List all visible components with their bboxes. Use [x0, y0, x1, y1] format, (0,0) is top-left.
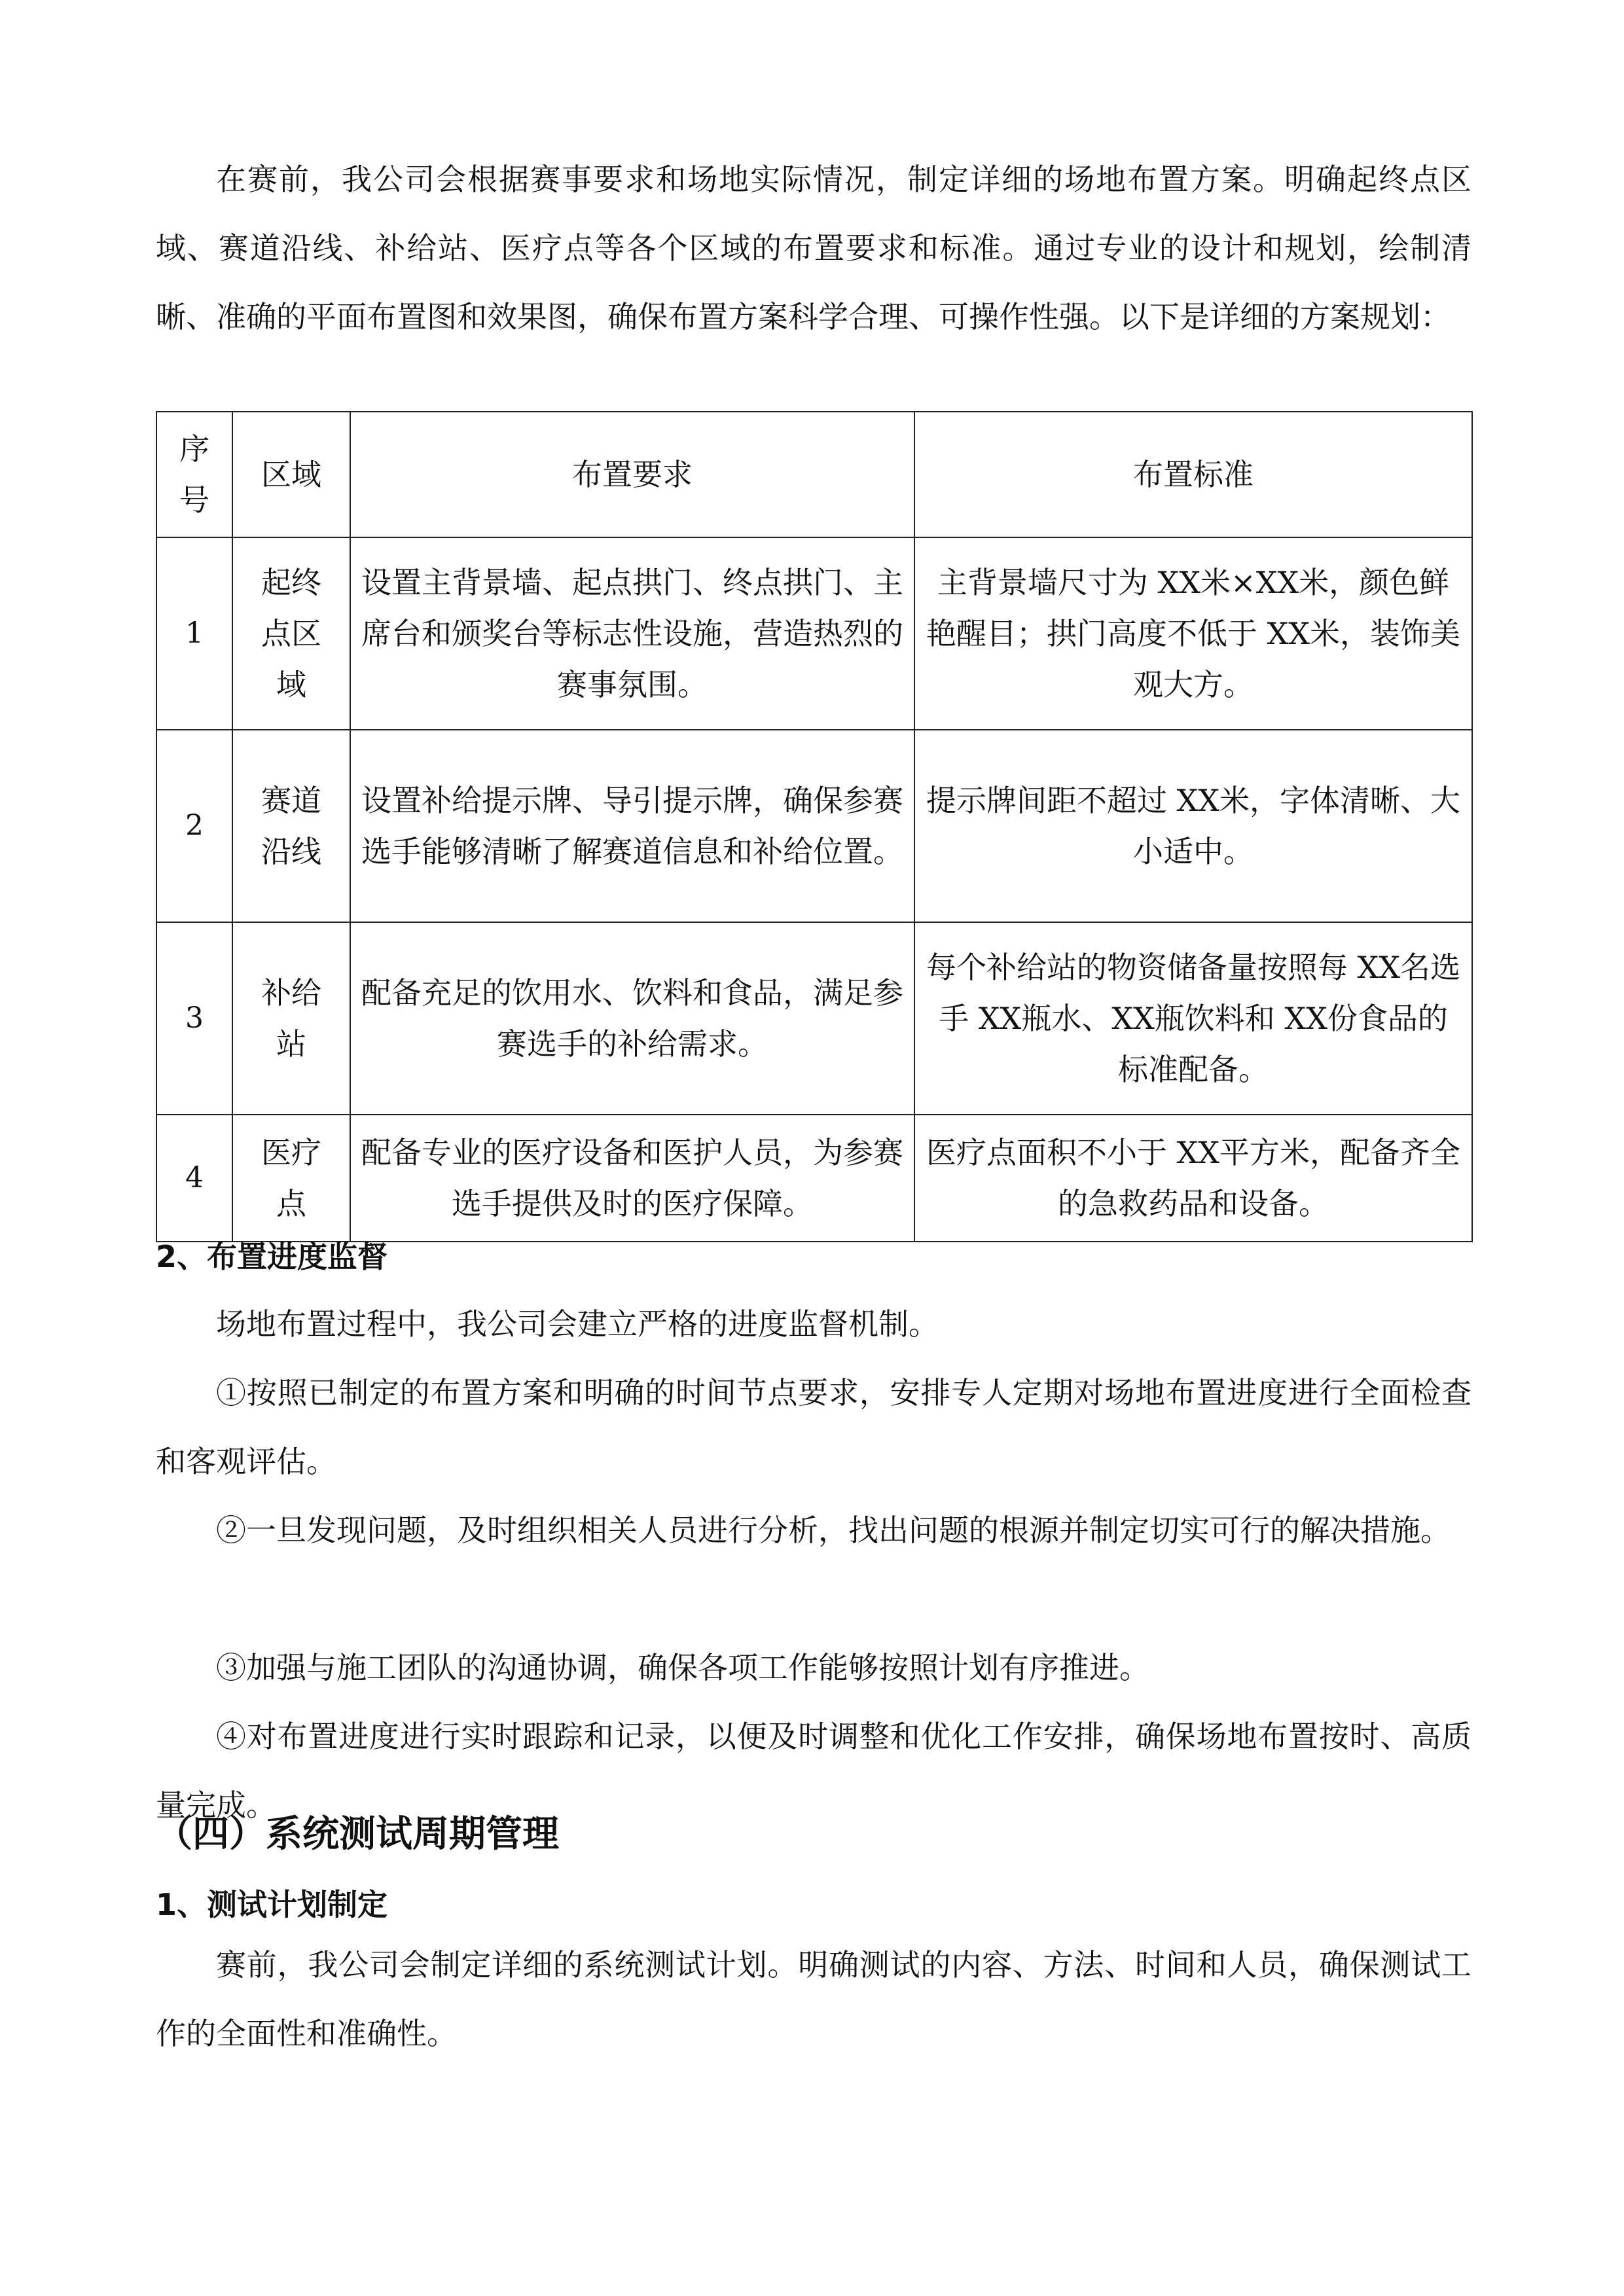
- row-number: 4: [156, 1115, 232, 1242]
- chapter-heading: （四）系统测试周期管理: [156, 1813, 559, 1856]
- list-item: ①按照已制定的布置方案和明确的时间节点要求，安排专人定期对场地布置进度进行全面检查和客观评估。: [156, 1375, 1471, 1479]
- row-standard: 每个补给站的物资储备量按照每 XX名选手 XX瓶水、XX瓶饮料和 XX份食品的标准配备。: [914, 922, 1472, 1115]
- table-header-row: [156, 412, 1472, 537]
- row-number: 2: [156, 730, 232, 922]
- row-requirement: 配备充足的饮用水、饮料和食品，满足参赛选手的补给需求。: [350, 922, 914, 1115]
- row-area: 起终点区域: [232, 537, 350, 730]
- list-item: ④对布置进度进行实时跟踪和记录，以便及时调整和优化工作安排，确保场地布置按时、高质量完成。: [156, 1719, 1471, 1823]
- table-row: [156, 537, 1472, 730]
- row-requirement: 设置补给提示牌、导引提示牌，确保参赛选手能够清晰了解赛道信息和补给位置。: [350, 730, 914, 922]
- list-item: ②一旦发现问题，及时组织相关人员进行分析，找出问题的根源并制定切实可行的解决措施。: [216, 1513, 1451, 1548]
- table-row: [156, 1115, 1472, 1242]
- list-item: ③加强与施工团队的沟通协调，确保各项工作能够按照计划有序推进。: [216, 1650, 1149, 1685]
- row-standard: 主背景墙尺寸为 XX米×XX米，颜色鲜艳醒目；拱门高度不低于 XX米，装饰美观大方。: [914, 537, 1472, 730]
- sub-heading-test-plan: 1、测试计划制定: [156, 1887, 388, 1922]
- row-standard: 医疗点面积不小于 XX平方米，配备齐全的急救药品和设备。: [914, 1115, 1472, 1242]
- row-area: 补给站: [232, 922, 350, 1115]
- header-cell: 序号: [156, 412, 232, 537]
- row-standard: 提示牌间距不超过 XX米，字体清晰、大小适中。: [914, 730, 1472, 922]
- test-plan-paragraph: 赛前，我公司会制定详细的系统测试计划。明确测试的内容、方法、时间和人员，确保测试工作的全面性和准确性。: [156, 1947, 1471, 2051]
- row-area: 赛道沿线: [232, 730, 350, 922]
- header-cell: 区域: [232, 412, 350, 537]
- table-row: [156, 730, 1472, 922]
- header-cell: 布置要求: [350, 412, 914, 537]
- intro-paragraph: 在赛前，我公司会根据赛事要求和场地实际情况，制定详细的场地布置方案。明确起终点区域、赛道沿线、补给站、医疗点等各个区域的布置要求和标准。通过专业的设计和规划，绘制清晰、准确的平面布置图和效果图，确保布置方案科学合理、可操作性强。以下是详细的方案规划：: [156, 162, 1471, 334]
- row-area: 医疗点: [232, 1115, 350, 1242]
- row-number: 1: [156, 537, 232, 730]
- section-heading-progress: 2、布置进度监督: [156, 1239, 388, 1274]
- row-number: 3: [156, 922, 232, 1115]
- table-row: [156, 922, 1472, 1115]
- header-cell: 布置标准: [914, 412, 1472, 537]
- row-requirement: 设置主背景墙、起点拱门、终点拱门、主席台和颁奖台等标志性设施，营造热烈的赛事氛围。: [350, 537, 914, 730]
- venue-plan-table: [156, 411, 1473, 1242]
- row-requirement: 配备专业的医疗设备和医护人员，为参赛选手提供及时的医疗保障。: [350, 1115, 914, 1242]
- section-lead-paragraph: 场地布置过程中，我公司会建立严格的进度监督机制。: [216, 1306, 939, 1342]
